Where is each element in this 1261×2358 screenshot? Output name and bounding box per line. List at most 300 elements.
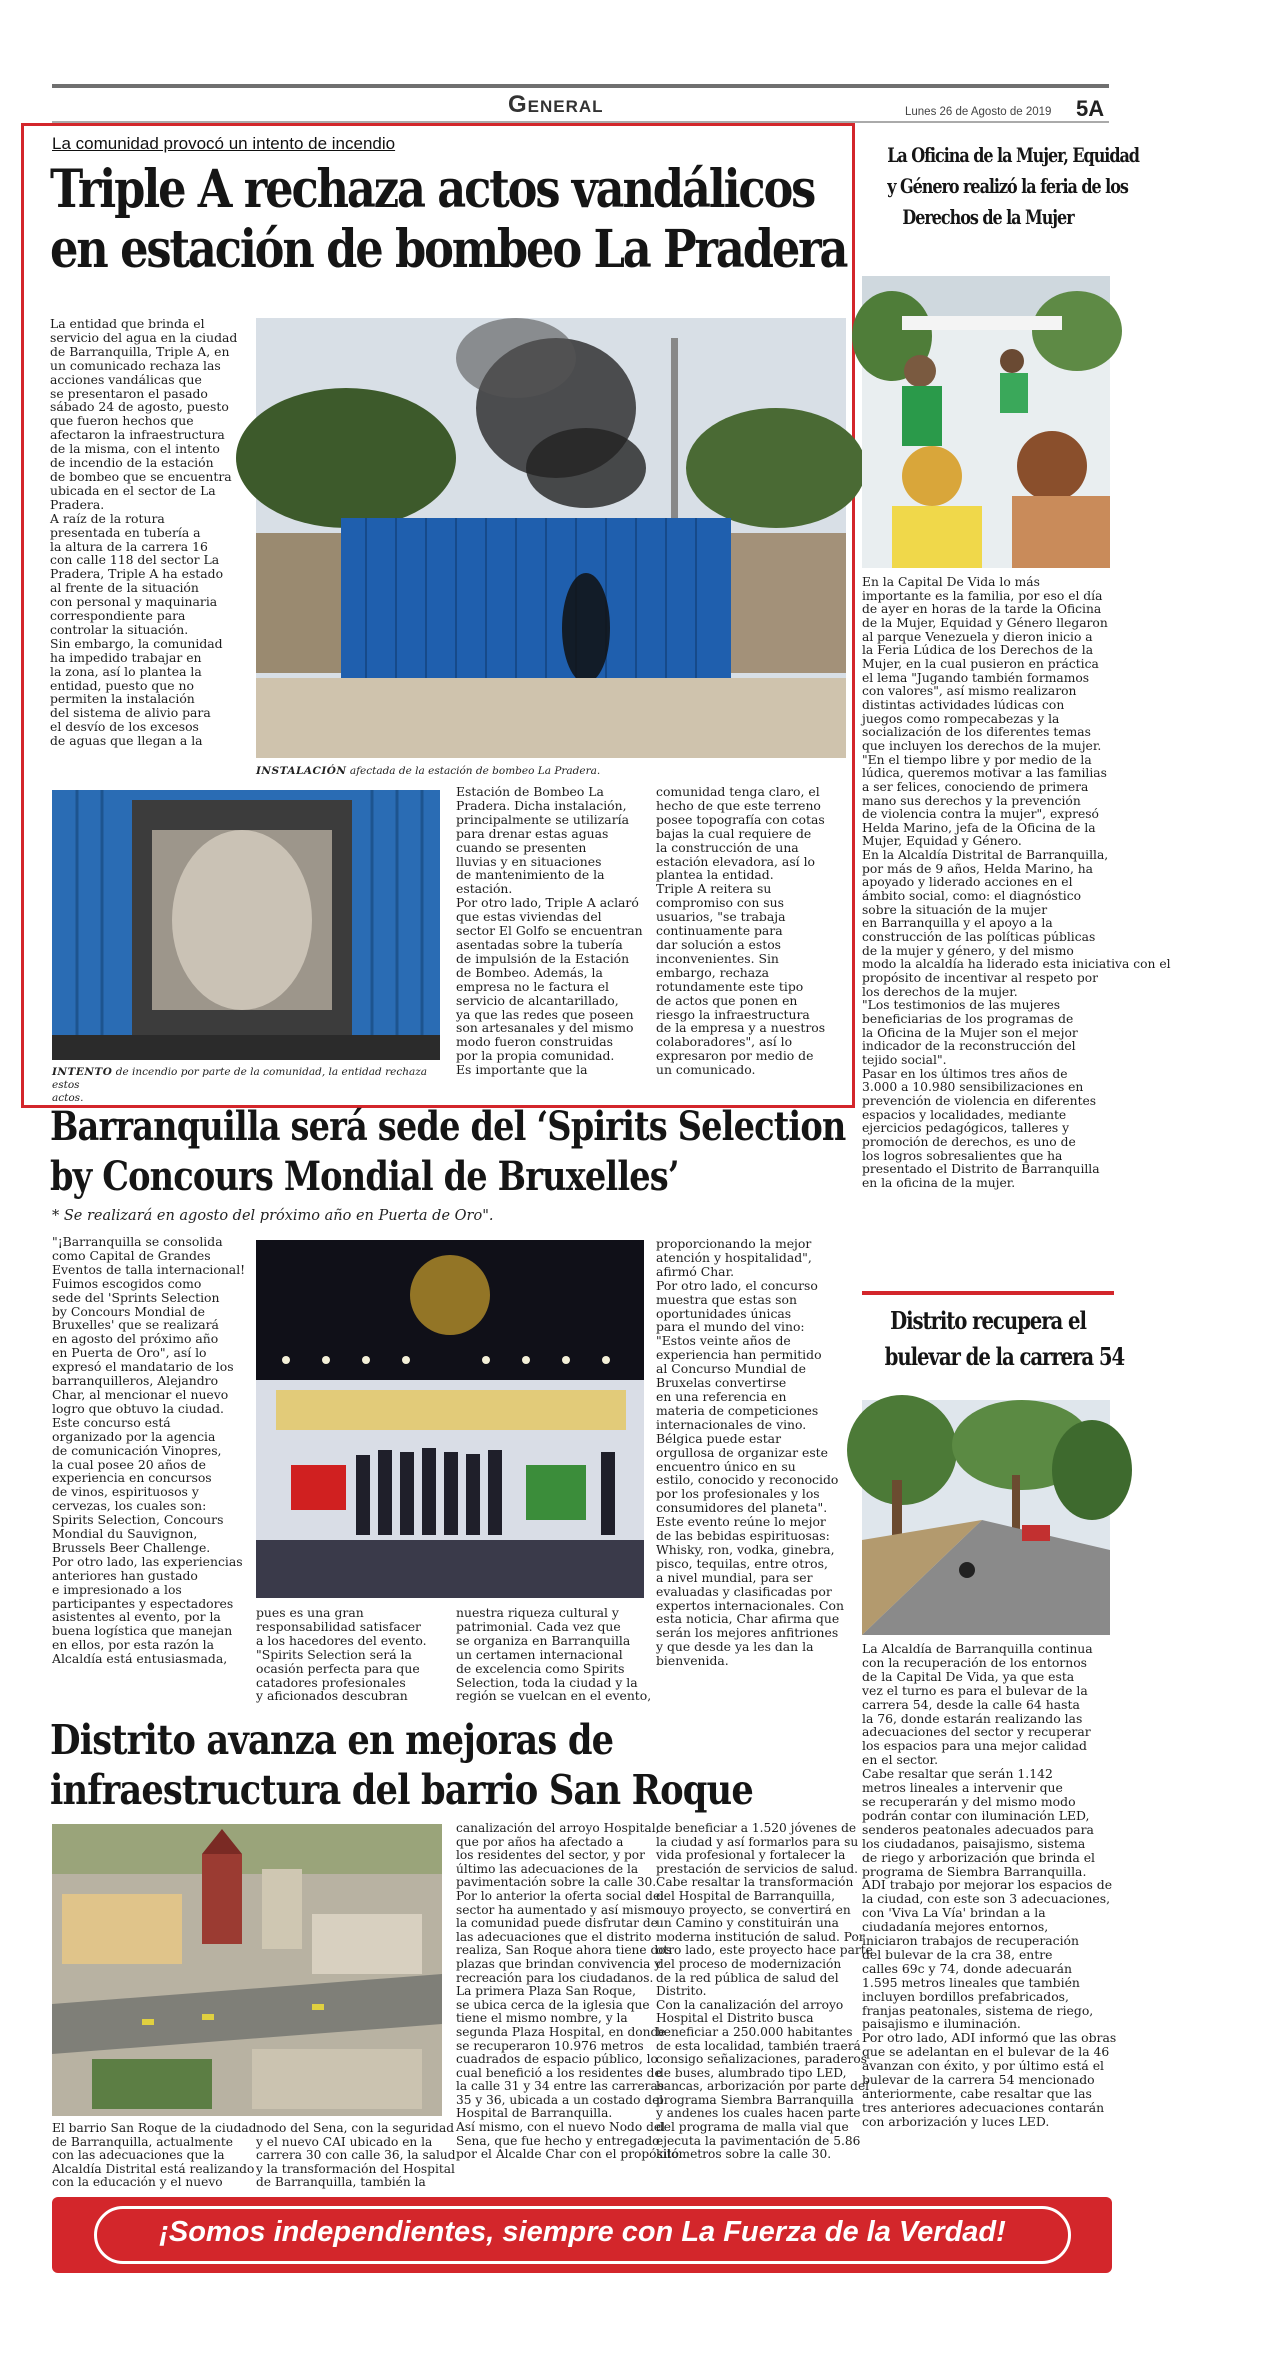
text-line: materia de competiciones <box>656 1402 819 1418</box>
article-3-body-col-2 <box>456 1821 679 2162</box>
text-line: ubicada en el sector de La <box>50 482 216 498</box>
text-line: sábado 24 de agosto, puesto <box>50 399 229 415</box>
text-line: "En el tiempo libre y por medio de la <box>862 752 1092 767</box>
text-line: cual benefició a los residentes de <box>456 2065 662 2080</box>
text-line: se ubica cerca de la iglesia que <box>456 1997 650 2012</box>
text-line: Mondial du Sauvignon, <box>52 1526 198 1542</box>
text-line: moderna institución de salud. Por <box>656 1929 865 1944</box>
article-2-body-col-1 <box>52 1234 246 1667</box>
text-line: Estación de Bombeo La <box>456 784 604 799</box>
text-line: los derechos de la mujer. <box>862 984 1018 999</box>
text-line: consumidores del planeta". <box>656 1500 828 1516</box>
text-line: se recuperaron 10.976 metros <box>456 2038 644 2053</box>
issue-date: Lunes 26 de Agosto de 2019 <box>905 106 1052 118</box>
text-line: en agosto del próximo año <box>52 1331 219 1347</box>
text-line: Sena, que fue hecho y entregado <box>456 2133 660 2148</box>
text-line: vida profesional y fortalecer la <box>656 1848 846 1863</box>
text-line: Por lo anterior la oferta social del <box>456 1888 665 1903</box>
sidebar-title-line-1: La Oficina de la Mujer, Equidad <box>887 143 1139 167</box>
text-line: la calle 31 y 34 entre las carreras <box>456 2079 665 2094</box>
boulevard-illustration <box>862 1400 1110 1635</box>
women-fair-photo <box>862 276 1110 568</box>
text-line: Bruxelles' que se realizará <box>52 1317 219 1333</box>
text-line: sede del 'Sprints Selection <box>52 1289 220 1305</box>
text-line: pisco, tequilas, entre otros, <box>656 1555 828 1571</box>
text-line: dar solución a estos <box>656 936 782 952</box>
caption-text: afectada de la estación de bombeo La Pradera. <box>346 765 601 777</box>
text-line: para drenar estas aguas <box>456 825 609 841</box>
text-line: Triple A reitera su <box>656 881 772 897</box>
text-line: la construcción de una <box>656 839 799 855</box>
text-line: encuentro único en su <box>656 1458 796 1474</box>
text-line: comunidad tenga claro, el <box>656 784 820 799</box>
text-line: avanzan con éxito, y por último está el <box>862 2058 1105 2074</box>
text-line: se presentaron el pasado <box>50 385 208 401</box>
text-line: cuando se presenten <box>456 839 587 855</box>
text-line: consigo señalizaciones, paraderos <box>656 2052 867 2067</box>
text-line: podrán contar con iluminación LED, <box>862 1807 1090 1823</box>
text-line: nodo del Sena, con la seguridad <box>256 2121 455 2135</box>
text-line: y aficionados descubran <box>256 1688 408 1704</box>
text-line: promoción de derechos, es uno de <box>862 1134 1076 1149</box>
text-line: de la Mujer, Equidad y Género llegaron <box>862 615 1108 630</box>
text-line: beneficiar a 250.000 habitantes <box>656 2024 853 2039</box>
sidebar-divider <box>862 1291 1114 1295</box>
text-line: entidad, puesto que no <box>50 677 194 693</box>
text-line: prestación de servicios de salud. <box>656 1861 859 1876</box>
text-line: asistentes al evento, por la <box>52 1609 221 1625</box>
text-line: ejecuta la pavimentación de 5.86 <box>656 2133 861 2148</box>
text-line: de excelencia como Spirits <box>456 1660 625 1676</box>
text-line: La primera Plaza San Roque, <box>456 1984 637 1999</box>
text-line: la comunidad puede disfrutar de <box>456 1916 658 1931</box>
text-line: 1.595 metros lineales que también <box>862 1974 1080 1990</box>
text-line: Hospital de Barranquilla. <box>456 2106 613 2121</box>
text-line: afirmó Char. <box>656 1263 735 1279</box>
text-line: evaluadas y clasificadas por <box>656 1583 832 1599</box>
burned-gate-photo <box>52 790 440 1060</box>
text-line: correspondiente para <box>50 608 186 624</box>
text-line: segunda Plaza Hospital, en donde <box>456 2024 666 2039</box>
text-line: principalmente se utilizaría <box>456 811 629 827</box>
women-fair-illustration <box>862 276 1110 568</box>
text-line: la altura de la carrera 16 <box>50 538 208 554</box>
text-line: 3.000 a 10.980 sensibilizaciones en <box>862 1080 1084 1095</box>
text-line: a nivel mundial, para ser <box>656 1569 813 1585</box>
text-line: Por otro lado, el concurso <box>656 1277 818 1293</box>
text-line: calles 69c y 74, donde adecuarán <box>862 1960 1072 1976</box>
text-line: presentado el Distrito de Barranquilla <box>862 1162 1100 1177</box>
text-line: El barrio San Roque de la ciudad <box>52 2121 257 2135</box>
text-line: continuamente para <box>656 923 783 939</box>
text-line: "¡Barranquilla se consolida <box>52 1234 223 1249</box>
caption-text: de incendio por parte de la comunidad, la entidad rechaza estos <box>52 1066 428 1091</box>
text-line: servicio del agua en la ciudad <box>50 329 238 345</box>
text-line: compromiso con sus <box>656 895 784 911</box>
text-line: Char, al mencionar el nuevo <box>52 1386 229 1402</box>
text-line: programa Siembra Barranquilla <box>656 2092 854 2107</box>
text-line: de Barranquilla, también la <box>256 2175 426 2190</box>
text-line: Con la canalización del arroyo <box>656 1997 844 2012</box>
text-line: el lema "Jugando también formamos <box>862 670 1090 685</box>
text-line: Eventos de talla internacional! <box>52 1261 246 1277</box>
text-line: anteriores han gustado <box>52 1567 198 1583</box>
text-line: apoyado y liderado acciones en el <box>862 875 1073 890</box>
text-line: del sistema de alivio para <box>50 705 211 721</box>
text-line: la 76, donde estarán realizando las <box>862 1710 1083 1726</box>
text-line: responsabilidad satisfacer <box>256 1618 421 1634</box>
text-line: Mujer, Equidad y Género. <box>862 834 1022 849</box>
text-line: Pradera. <box>50 496 105 512</box>
text-line: pavimentación sobre la calle 30. <box>456 1875 657 1890</box>
text-line: de buses, alumbrado tipo LED, <box>656 2065 847 2080</box>
text-line: cervezas, los cuales son: <box>52 1498 207 1514</box>
caption-line-2: actos. <box>52 1092 84 1104</box>
text-line: en ellos, por esta razón la <box>52 1637 215 1653</box>
text-line: colaboradores", así lo <box>656 1034 793 1050</box>
text-line: acciones vandálicas que <box>50 371 202 387</box>
text-line: y la transformación del Hospital <box>256 2161 455 2176</box>
text-line: distintas actividades lúdicas con <box>862 697 1065 712</box>
text-line: del bulevar de la cra 38, entre <box>862 1946 1053 1962</box>
text-line: hecho de que este terreno <box>656 797 821 813</box>
text-line: incluyen bordillos prefabricados, <box>862 1988 1069 2004</box>
text-line: ocasión perfecta para que <box>256 1660 420 1676</box>
text-line: logro que obtuvo la ciudad. <box>52 1400 224 1416</box>
text-line: de esta localidad, también traerá <box>656 2038 861 2053</box>
article-headline <box>50 160 850 310</box>
article-kicker: La comunidad provocó un intento de incendio <box>52 134 396 153</box>
text-line: Hospital el Distrito busca <box>656 2011 814 2026</box>
text-line: A raíz de la rotura <box>50 510 165 526</box>
text-line: organizado por la agencia <box>52 1428 216 1444</box>
text-line: tres anteriores adecuaciones contarán <box>862 2099 1105 2115</box>
article-body-col-3 <box>656 785 844 1077</box>
text-line: e impresionado a los <box>52 1581 182 1597</box>
photo-caption-attempt <box>52 1066 447 1105</box>
text-line: posee topografía con cotas <box>656 811 825 827</box>
text-line: by Concours Mondial de <box>52 1303 205 1319</box>
text-line: con 'Viva La Vía' brindan a la <box>862 1905 1046 1921</box>
text-line: sobre la situación de la mujer <box>862 902 1048 917</box>
text-line: expresó el mandatario de los <box>52 1359 234 1375</box>
text-line: rotundamente este tipo <box>656 978 804 994</box>
text-line: cuyo proyecto, se convertirá en <box>656 1902 851 1917</box>
text-line: presentada en tubería a <box>50 524 201 540</box>
text-line: sector El Golfo se encuentran <box>456 923 643 939</box>
text-line: último las adecuaciones de la <box>456 1861 639 1876</box>
text-line: con arborización y luces LED. <box>862 2113 1050 2129</box>
text-line: del programa de malla vial que <box>656 2120 849 2135</box>
text-line: de incendio de la estación <box>50 455 214 471</box>
text-line: los logros sobresalientes que ha <box>862 1148 1063 1163</box>
san-roque-aerial-photo <box>52 1824 442 2116</box>
text-line: paisajismo e iluminación. <box>862 2016 1021 2032</box>
sidebar-2-title-line-1: Distrito recupera el <box>890 1306 1086 1335</box>
boulevard-photo <box>862 1400 1110 1635</box>
text-line: La entidad que brinda el <box>50 316 205 331</box>
caption-lead: INTENTO <box>52 1066 113 1078</box>
text-line: la Oficina de la Mujer son el mejor <box>862 1025 1078 1040</box>
sidebar-story-title <box>862 140 1139 233</box>
text-line: experiencia han permitido <box>656 1347 822 1363</box>
article-3-body-col-1b <box>256 2121 456 2190</box>
text-line: de violencia contra la mujer", expresó <box>862 807 1099 822</box>
text-line: Alcaldía está entusiasmada, <box>52 1651 228 1667</box>
text-line: serán los mejores anfitriones <box>656 1625 839 1641</box>
article-3-headline <box>50 1715 855 1815</box>
article-3-body-col-3 <box>656 1821 873 2162</box>
text-line: cuadrados de espacio público, lo <box>456 2052 658 2067</box>
text-line: bajas la cual requiere de <box>656 825 812 841</box>
text-line: con la educación y el nuevo <box>52 2175 223 2190</box>
text-line: Fuimos escogidos como <box>52 1275 202 1291</box>
text-line: como Capital de Grandes <box>52 1247 211 1263</box>
text-line: lluvias y en situaciones <box>456 853 602 869</box>
text-line: Helda Marino, jefa de la Oficina de la <box>862 820 1096 835</box>
text-line: plazas que brindan convivencia y <box>456 1956 662 1971</box>
text-line: de las bebidas espirituosas: <box>656 1528 830 1544</box>
text-line: de vinos, espirituosos y <box>52 1484 199 1500</box>
text-line: espacios y localidades, mediante <box>862 1107 1067 1122</box>
text-line: de impulsión de la Estación <box>456 950 630 966</box>
text-line: Bélgica puede estar <box>656 1430 781 1446</box>
text-line: "Los testimonios de las mujeres <box>862 998 1061 1013</box>
text-line: tiene el mismo nombre, y la <box>456 2011 628 2026</box>
text-line: bulevar de la carrera 54 mencionado <box>862 2072 1095 2088</box>
text-line: de actos que ponen en <box>656 992 798 1008</box>
text-line: la zona, así lo plantea la <box>50 663 202 679</box>
text-line: de riego y arborización que brinda el <box>862 1849 1096 1865</box>
san-roque-illustration <box>52 1824 442 2116</box>
text-line: al frente de la situación <box>50 580 199 596</box>
text-line: Por otro lado, las experiencias <box>52 1553 243 1569</box>
text-line: inconvenientes. Sin <box>656 950 779 966</box>
text-line: por los profesionales y los <box>656 1486 820 1502</box>
text-line: franjas peatonales, sistema de riego, <box>862 2002 1094 2018</box>
text-line: las adecuaciones que el distrito <box>456 1929 652 1944</box>
text-line: internacionales de vino. <box>656 1416 807 1432</box>
text-line: pues es una gran <box>256 1605 364 1620</box>
text-line: Pasar en los últimos tres años de <box>862 1066 1068 1081</box>
text-line: se organiza en Barranquilla <box>456 1632 631 1648</box>
text-line: Es importante que la <box>456 1062 588 1078</box>
text-line: los espacios para una mejor calidad <box>862 1738 1087 1754</box>
text-line: la cual posee 20 años de <box>52 1456 206 1472</box>
text-line: con calle 118 del sector La <box>50 552 220 568</box>
text-line: proporcionando la mejor <box>656 1236 812 1251</box>
headline-line-1: Barranquilla será sede del ‘Spirits Selection <box>50 1103 846 1150</box>
article-2-subtitle: * Se realizará en agosto del próximo año en Puerta de Oro". <box>52 1208 494 1224</box>
text-line: los residentes del sector, y por <box>456 1848 645 1863</box>
sidebar-2-title-line-2: bulevar de la carrera 54 <box>884 1342 1125 1371</box>
page-number: 5A <box>1076 96 1105 121</box>
text-line: Pradera. Dicha instalación, <box>456 797 627 813</box>
text-line: Este concurso está <box>52 1414 171 1430</box>
text-line: empresa no le factura el <box>456 978 609 994</box>
text-line: con la recuperación de los entornos <box>862 1654 1088 1670</box>
text-line: sector ha aumentado y así mismo <box>456 1902 663 1917</box>
text-line: y andenes los cuales hacen parte <box>656 2106 861 2121</box>
text-line: nuestra riqueza cultural y <box>456 1605 619 1620</box>
text-line: buena logística que manejan <box>52 1623 233 1639</box>
sidebar-title-line-2: y Género realizó la feria de los <box>887 174 1128 198</box>
text-line: programa de Siembra Barranquilla. <box>862 1863 1087 1879</box>
text-line: ADI trabajo por mejorar los espacios de <box>862 1877 1113 1893</box>
caption-lead: INSTALACIÓN <box>256 765 347 777</box>
text-line: riesgo la infraestructura <box>656 1006 810 1022</box>
text-line: prevención de violencia en diferentes <box>862 1093 1097 1108</box>
text-line: importante es la familia, por eso el día <box>862 588 1103 603</box>
text-line: el desvío de los excesos <box>50 719 199 735</box>
text-line: al parque Venezuela y dieron inicio a <box>862 629 1093 644</box>
text-line: propósito de incentivar al respeto por <box>862 971 1099 986</box>
text-line: embargo, rechaza <box>656 964 770 980</box>
text-line: usuarios, "se trabaja <box>656 909 786 925</box>
burned-gate-illustration <box>52 790 440 1060</box>
text-line: Spirits Selection, Concours <box>52 1512 224 1528</box>
text-line: de Barranquilla, Triple A, en <box>50 343 230 359</box>
text-line: realiza, San Roque ahora tiene dos <box>456 1943 672 1958</box>
photo-caption-installation <box>256 765 846 778</box>
text-line: se recuperarán y del mismo modo <box>862 1793 1076 1809</box>
pumping-station-photo <box>256 318 846 758</box>
text-line: Cabe resaltar que serán 1.142 <box>862 1766 1053 1782</box>
spirits-event-illustration <box>256 1240 644 1598</box>
text-line: de ayer en horas de la tarde la Oficina <box>862 602 1102 617</box>
caption-line-1 <box>52 1066 447 1092</box>
text-line: estilo, conocido y reconocido <box>656 1472 839 1488</box>
text-line: de beneficiar a 1.520 jóvenes de <box>656 1821 857 1835</box>
text-line: "Estos veinte años de <box>656 1333 791 1349</box>
text-line: a ser felices, conociendo de primera <box>862 779 1089 794</box>
spirits-event-photo <box>256 1240 644 1598</box>
text-line: región se vuelcan en el evento, <box>456 1688 652 1704</box>
text-line: estación. <box>456 881 513 897</box>
header-rule <box>52 84 1109 88</box>
text-line: modo fueron construidas <box>456 1034 614 1050</box>
text-line: kilómetros sobre la calle 30. <box>656 2147 832 2162</box>
sidebar-2-body <box>862 1641 1117 2129</box>
text-line: Distrito. <box>656 1984 707 1999</box>
article-2-body-col-4 <box>656 1237 844 1668</box>
text-line: servicio de alcantarillado, <box>456 992 619 1008</box>
text-line: carrera 30 con calle 36, la salud <box>256 2148 456 2163</box>
text-line: Por otro lado, ADI informó que las obras <box>862 2030 1117 2046</box>
text-line: y que desde ya les dan la <box>656 1639 814 1655</box>
text-line: en Barranquilla y el apoyo a la <box>862 916 1053 931</box>
text-line: recreación para los ciudadanos. <box>456 1970 654 1985</box>
text-line: ha impedido trabajar en <box>50 649 202 665</box>
text-line: muestra que estas son <box>656 1291 797 1307</box>
text-line: al Concurso Mundial de <box>656 1361 806 1377</box>
text-line: con personal y maquinaria <box>50 594 218 610</box>
text-line: para el mundo del vino: <box>656 1319 805 1335</box>
text-line: permiten la instalación <box>50 691 195 707</box>
text-line: a los hacedores del evento. <box>256 1632 427 1648</box>
text-line: esta noticia, Char afirma que <box>656 1611 840 1627</box>
text-line: de la empresa y a nuestros <box>656 1020 826 1036</box>
text-line: del proceso de modernización <box>656 1956 842 1971</box>
text-line: un certamen internacional <box>456 1646 623 1662</box>
text-line: con valores", así mismo realizaron <box>862 684 1077 699</box>
text-line: los ciudadanos, paisajismo, sistema <box>862 1835 1086 1851</box>
text-line: modo la alcaldía ha liderado esta iniciativa con el <box>862 957 1171 972</box>
sidebar-story-body <box>862 575 1171 1191</box>
headline-line-2: en estación de bombeo La Pradera <box>50 219 847 280</box>
text-line: en Puerta de Oro", así lo <box>52 1345 207 1361</box>
article-2-body-col-2 <box>256 1606 444 1703</box>
text-line: de Barranquilla, actualmente <box>52 2134 233 2149</box>
headline-line-2: infraestructura del barrio San Roque <box>50 1766 753 1814</box>
text-line: catadores profesionales <box>256 1674 406 1690</box>
text-line: 35 y 36, ubicada a un costado del <box>456 2092 664 2107</box>
text-line: que fueron hechos que <box>50 413 194 429</box>
text-line: "Spirits Selection será la <box>256 1646 412 1662</box>
text-line: bancas, arborización por parte del <box>656 2079 870 2094</box>
text-line: un Camino y constituirán una <box>656 1916 839 1931</box>
text-line: de Bombeo. Además, la <box>456 964 603 980</box>
article-2-headline <box>50 1102 855 1202</box>
text-line: que se adelantan en el bulevar de la 46 <box>862 2044 1110 2060</box>
headline-line-2: by Concours Mondial de Bruxelles’ <box>50 1153 679 1200</box>
text-line: asentadas sobre la tubería <box>456 936 623 952</box>
text-line: construcción de las políticas públicas <box>862 930 1096 945</box>
text-line: participantes y espectadores <box>52 1595 234 1611</box>
text-line: juegos como rompecabezas y la <box>862 711 1060 726</box>
text-line: ámbito social, como: el diagnóstico <box>862 889 1081 904</box>
text-line: de la Capital De Vida, ya que esta <box>862 1668 1075 1684</box>
text-line: patrimonial. Cada vez que <box>456 1618 621 1634</box>
text-line: de bombeo que se encuentra <box>50 468 232 484</box>
text-line: mano sus derechos y la prevención <box>862 793 1081 808</box>
text-line: Este evento reúne lo mejor <box>656 1514 826 1530</box>
text-line: Sin embargo, la comunidad <box>50 635 223 651</box>
text-line: ya que las redes que poseen <box>456 1006 634 1022</box>
text-line: canalización del arroyo Hospital, <box>456 1821 660 1835</box>
section-title: General <box>508 91 604 118</box>
text-line: de la misma, con el intento <box>50 441 220 457</box>
text-line: de aguas que llegan a la <box>50 733 203 749</box>
footer-slogan: ¡Somos independientes, siempre con La Fuerza de la Verdad! <box>159 2216 1006 2248</box>
text-line: ciudadanía mejores entornos, <box>862 1919 1049 1935</box>
text-line: tejido social". <box>862 1052 947 1067</box>
text-line: expertos internacionales. Con <box>656 1597 844 1613</box>
text-line: carrera 54, desde la calle 64 hasta <box>862 1696 1080 1712</box>
text-line: de la red pública de salud del <box>656 1970 839 1985</box>
text-line: y el nuevo CAI ubicado en la <box>256 2134 433 2149</box>
text-line: Brussels Beer Challenge. <box>52 1539 211 1555</box>
pumping-station-illustration <box>256 318 846 758</box>
text-line: un comunicado rechaza las <box>50 357 221 373</box>
text-line: la ciudad, con este son 3 adecuaciones, <box>862 1891 1111 1907</box>
article-2-body-col-3 <box>456 1605 652 1704</box>
article-body-col-2 <box>456 785 644 1077</box>
headline-line-1: Triple A rechaza actos vandálicos <box>50 159 815 220</box>
text-line: Bruxelas convertirse <box>656 1375 787 1391</box>
sidebar-2-title <box>862 1303 1125 1375</box>
text-line: La Alcaldía de Barranquilla continua <box>862 1641 1093 1656</box>
text-line: Pradera, Triple A ha estado <box>50 566 224 582</box>
text-line: un comunicado. <box>656 1062 756 1078</box>
text-line: Así mismo, con el nuevo Nodo del <box>456 2120 665 2135</box>
text-line: en la oficina de la mujer. <box>862 1175 1016 1190</box>
text-line: expresaron por medio de <box>656 1048 814 1064</box>
text-line: Por otro lado, Triple A aclaró <box>456 895 639 911</box>
text-line: de la mujer y género, y del mismo <box>862 943 1074 958</box>
text-line: con las adecuaciones que la <box>52 2148 225 2163</box>
text-line: barranquilleros, Alejandro <box>52 1373 219 1389</box>
